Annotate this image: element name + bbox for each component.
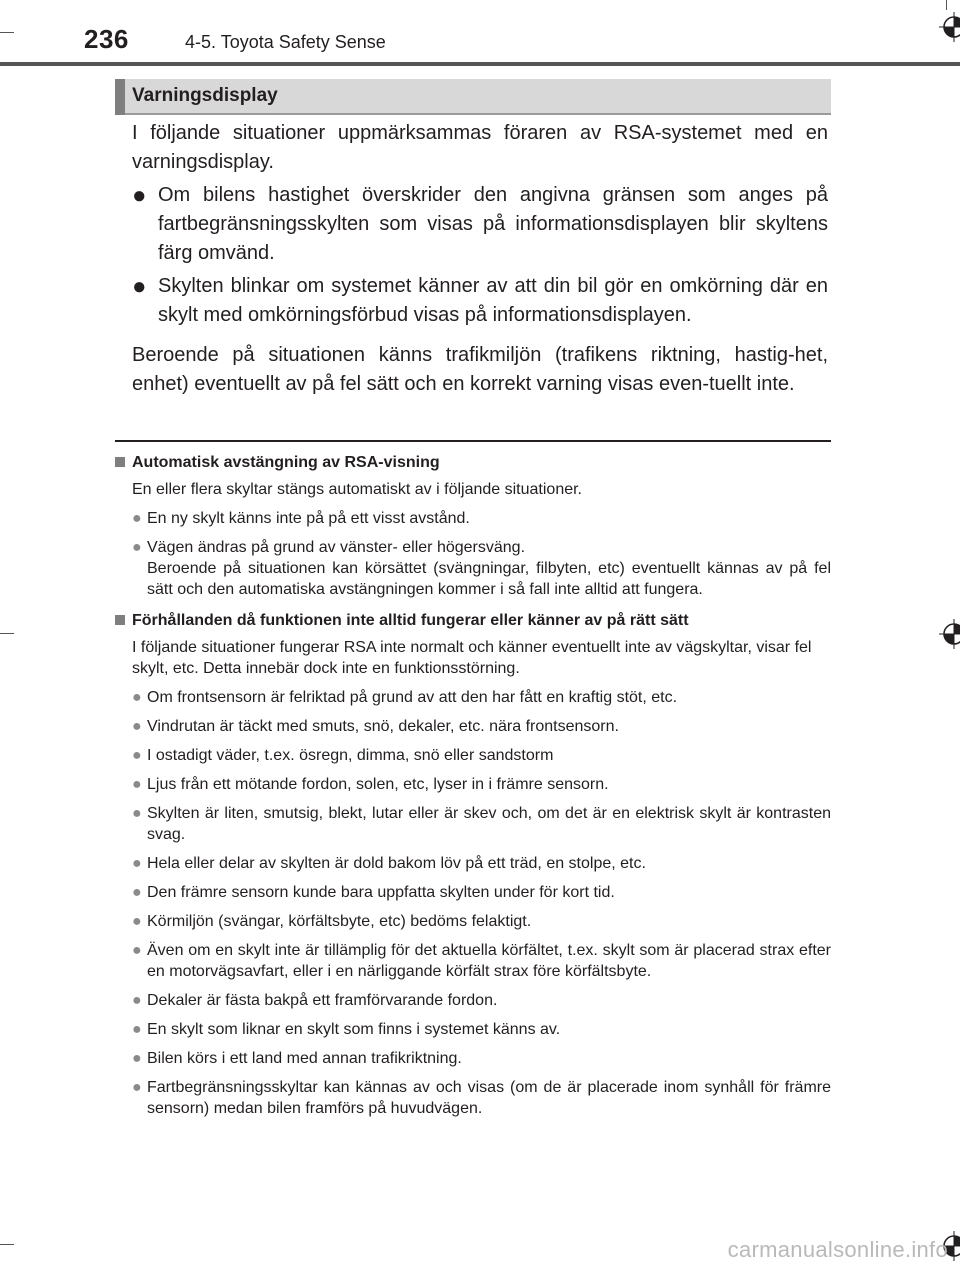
note-item-subtext: Beroende på situationen kan körsättet (svängningar, filbyten, etc) eventuellt kännas av på fel sätt och den automatiska avstängningen kommer i så fall inte alltid att fungera.	[147, 560, 831, 598]
main-bullet	[132, 181, 828, 268]
bullet-icon: ●	[132, 1021, 142, 1038]
bullet-icon: ●	[132, 689, 142, 706]
bullet-icon: ●	[132, 747, 142, 764]
note-heading-text: Automatisk avstängning av RSA-visning	[132, 454, 440, 471]
crop-mark	[0, 32, 14, 33]
note-list	[115, 687, 831, 1119]
section-title-bar	[115, 79, 831, 115]
bullet-icon: ●	[132, 913, 142, 930]
registration-mark-icon	[939, 619, 960, 649]
section-breadcrumb: 4-5. Toyota Safety Sense	[185, 32, 386, 52]
intro-paragraph: I följande situationer uppmärksammas föraren av RSA-systemet med en varningsdisplay.	[132, 122, 828, 173]
bullet-icon: ●	[132, 718, 142, 735]
note-item	[132, 803, 831, 845]
bullet-icon: ●	[132, 1079, 142, 1096]
note-heading	[115, 610, 831, 631]
square-bullet-icon	[115, 457, 125, 467]
note-heading-text: Förhållanden då funktionen inte alltid fungerar eller känner av på rätt sätt	[132, 612, 689, 629]
note-item	[132, 882, 831, 903]
bullet-icon: ●	[132, 539, 142, 556]
note-item	[132, 774, 831, 795]
note-item	[132, 716, 831, 737]
note-item	[132, 990, 831, 1011]
note-item-text: En skylt som liknar en skylt som finns i systemet känns av.	[147, 1021, 561, 1038]
crop-mark	[946, 0, 947, 10]
note-item-text: Fartbegränsningsskyltar kan kännas av och visas (om de är placerade inom synhåll för främre sensorn) medan bilen framförs på huvudvägen.	[147, 1079, 831, 1117]
note-item	[132, 911, 831, 932]
note-item	[132, 853, 831, 874]
note-item	[132, 537, 831, 600]
registration-mark-icon	[939, 12, 960, 42]
note-item	[132, 940, 831, 982]
note-item-text: Bilen körs i ett land med annan trafikriktning.	[147, 1050, 462, 1067]
note-item-text: Vindrutan är täckt med smuts, snö, dekaler, etc. nära frontsensorn.	[147, 718, 619, 735]
main-bullet	[132, 272, 828, 330]
note-item-text: Även om en skylt inte är tillämplig för det aktuella körfältet, t.ex. skylt som är placerad strax efter en motorvägsavfart, eller i en närliggande körfält strax före körfältsbyte.	[147, 942, 831, 980]
note-body: En eller flera skyltar stängs automatiskt av i följande situationer.	[132, 481, 582, 498]
bullet-icon: ●	[132, 510, 142, 527]
crop-mark	[0, 633, 14, 634]
bullet-icon: ●	[132, 805, 142, 822]
bullet-icon: ●	[132, 273, 147, 300]
note-item-text: Ljus från ett mötande fordon, solen, etc, lyser in i främre sensorn.	[147, 776, 609, 793]
bullet-icon: ●	[132, 1050, 142, 1067]
note-item-text: En ny skylt känns inte på på ett visst avstånd.	[147, 510, 470, 527]
bullet-icon: ●	[132, 884, 142, 901]
bullet-icon: ●	[132, 942, 142, 959]
note-item	[132, 745, 831, 766]
note-item-text: Hela eller delar av skylten är dold bakom löv på ett träd, en stolpe, etc.	[147, 855, 646, 872]
main-content	[132, 119, 828, 399]
note-item	[132, 1048, 831, 1069]
bullet-icon: ●	[132, 776, 142, 793]
section-title: Varningsdisplay	[132, 85, 278, 106]
bullet-icon: ●	[132, 182, 147, 209]
note-item-text: Om frontsensorn är felriktad på grund av att den har fått en kraftig stöt, etc.	[147, 689, 678, 706]
note-item-text: Dekaler är fästa bakpå ett framförvarande fordon.	[147, 992, 498, 1009]
watermark: carmanualsonline.info	[727, 1237, 948, 1262]
section-title-accent	[115, 79, 125, 115]
note-item-text: Skylten är liten, smutsig, blekt, lutar eller är skev och, om det är en elektrisk skylt är kontrasten svag.	[147, 805, 831, 843]
note-item	[132, 1019, 831, 1040]
note-item	[132, 687, 831, 708]
header-rule	[0, 62, 960, 66]
page-number: 236	[84, 24, 129, 54]
note-item-text: Körmiljön (svängar, körfältsbyte, etc) bedöms felaktigt.	[147, 913, 532, 930]
square-bullet-icon	[115, 615, 125, 625]
bullet-icon: ●	[132, 855, 142, 872]
main-bullet-text: Skylten blinkar om systemet känner av att din bil gör en omkörning där en skylt med omkörningsförbud visas på informationsdisplayen.	[158, 275, 828, 326]
note-heading	[115, 452, 831, 473]
divider	[115, 440, 831, 442]
note-item-text: Vägen ändras på grund av vänster- eller högersväng.	[147, 539, 526, 556]
main-bullet-text: Om bilens hastighet överskrider den angivna gränsen som anges på fartbegränsningsskylten som visas på informationsdisplayen blir skyltens färg omvänd.	[158, 184, 828, 264]
crop-mark	[0, 1244, 14, 1245]
note-item-text: I ostadigt väder, t.ex. ösregn, dimma, snö eller sandstorm	[147, 747, 554, 764]
note-item	[132, 508, 831, 529]
bullet-icon: ●	[132, 992, 142, 1009]
note-item	[132, 1077, 831, 1119]
note-item-text: Den främre sensorn kunde bara uppfatta skylten under för kort tid.	[147, 884, 615, 901]
notes-section	[115, 452, 831, 1119]
closing-paragraph: Beroende på situationen känns trafikmiljön (trafikens riktning, hastig-het, enhet) eventuellt av på fel sätt och en korrekt varning visas even-tuellt inte.	[132, 344, 828, 395]
note-body: I följande situationer fungerar RSA inte normalt och känner eventuellt inte av vägskyltar, visar fel skylt, etc. Detta innebär dock inte en funktionsstörning.	[132, 639, 812, 677]
